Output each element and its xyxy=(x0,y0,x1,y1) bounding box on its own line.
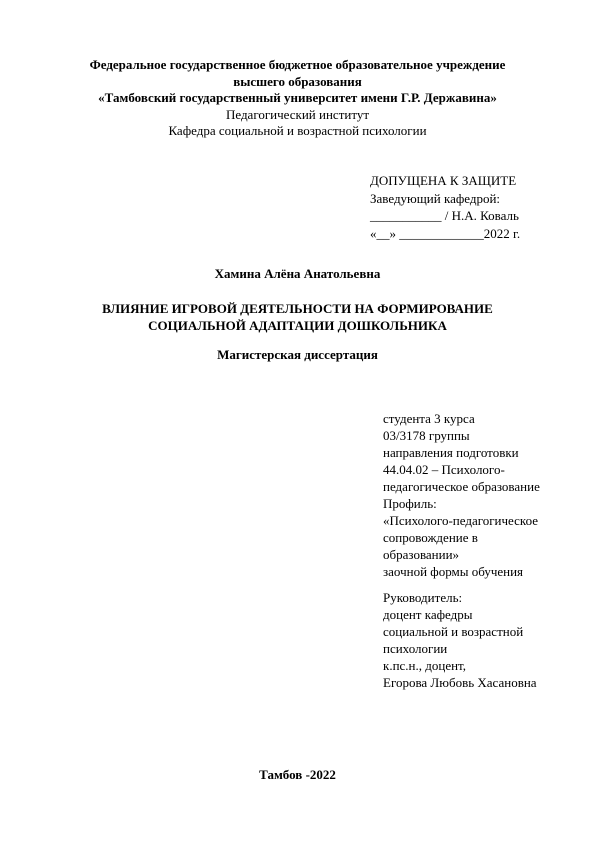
student-info-line: Профиль: xyxy=(383,496,437,511)
author-block xyxy=(60,266,535,283)
supervisor-block xyxy=(383,589,583,691)
header-line-department: Кафедра социальной и возрастной психологии xyxy=(168,123,427,138)
approval-head-of-department: Заведующий кафедрой: xyxy=(370,190,501,206)
thesis-title-line-2: СОЦИАЛЬНОЙ АДАПТАЦИИ ДОШКОЛЬНИКА xyxy=(148,317,447,333)
student-info-line: 44.04.02 – Психолого- xyxy=(383,462,505,477)
supervisor-line: доцент кафедры xyxy=(383,607,473,622)
student-info-line: педагогическое образование xyxy=(383,479,540,494)
author-name: Хамина Алёна Анатольевна xyxy=(214,266,381,281)
student-info-line: направления подготовки xyxy=(383,445,519,460)
thesis-title xyxy=(60,301,535,334)
supervisor-line: психологии xyxy=(383,641,448,656)
supervisor-line: Руководитель: xyxy=(383,590,463,605)
approval-date-line: «__» _____________2022 г. xyxy=(370,225,521,241)
header-line-university: «Тамбовский государственный университет имени Г.Р. Державина» xyxy=(98,90,497,105)
header-line-ministry: Федеральное государственное бюджетное образовательное учреждение xyxy=(89,57,506,72)
student-info-line: сопровождение в xyxy=(383,530,478,545)
supervisor-line: к.пс.н., доцент, xyxy=(383,658,467,673)
approval-signature-line: ___________ / Н.А. Коваль xyxy=(370,208,519,223)
student-info-block xyxy=(383,410,583,580)
city-year-footer xyxy=(60,767,535,784)
header-line-institute: Педагогический институт xyxy=(225,106,370,122)
approval-block xyxy=(370,172,570,242)
thesis-title-line-1: ВЛИЯНИЕ ИГРОВОЙ ДЕЯТЕЛЬНОСТИ НА ФОРМИРОВАНИЕ xyxy=(102,301,493,316)
city-year: Тамбов -2022 xyxy=(259,767,336,782)
supervisor-name: Егорова Любовь Хасановна xyxy=(383,675,537,690)
student-info-line: «Психолого-педагогическое xyxy=(383,513,538,528)
student-info-line: образовании» xyxy=(383,547,460,562)
student-info-line: заочной формы обучения xyxy=(383,564,524,579)
student-info-line: студента 3 курса xyxy=(383,411,475,426)
student-info-line: 03/3178 группы xyxy=(383,428,470,443)
institution-header xyxy=(60,57,535,140)
header-line-education-level: высшего образования xyxy=(233,73,362,89)
document-type-block xyxy=(60,347,535,364)
supervisor-line: социальной и возрастной xyxy=(383,624,524,639)
approval-heading: ДОПУЩЕНА К ЗАЩИТЕ xyxy=(370,173,517,188)
document-type: Магистерская диссертация xyxy=(217,347,378,362)
